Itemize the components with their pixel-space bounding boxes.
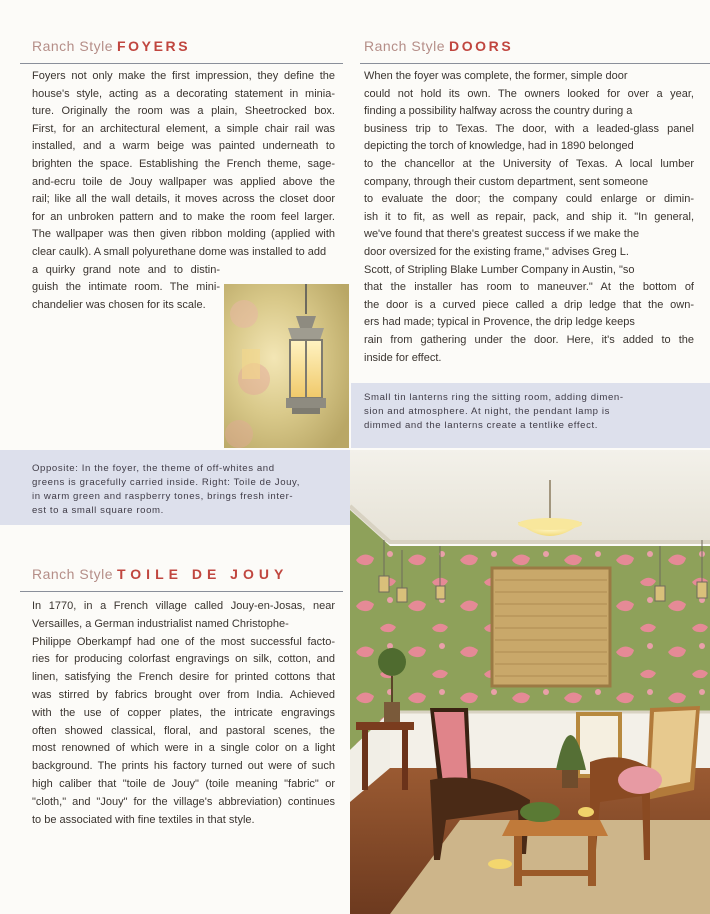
caption-line: Opposite: In the foyer, the theme of off-whites and bbox=[32, 463, 275, 474]
text-line: for an unbroken pattern and to make the room feel larger. bbox=[32, 210, 335, 223]
foyers-rule bbox=[20, 63, 343, 64]
foyers-heading-prefix: Ranch Style bbox=[32, 38, 113, 54]
text-line: ish it to fit, as well as repair, pack, and ship it. "In general, bbox=[364, 210, 694, 223]
text-line: The wallpaper was then given ribbon molding (applied with bbox=[32, 228, 335, 241]
text-line: that the installer has room to maneuver." At the bottom of bbox=[364, 281, 694, 294]
text-line: and-ecru toile de Jouy wallpaper was applied above the bbox=[32, 175, 335, 188]
caption-line: est to a small square room. bbox=[32, 505, 164, 516]
text-line: to evaluate the door; the company could enlarge or dimin- bbox=[364, 193, 694, 206]
text-line: finding a possibility halfway across the country during a bbox=[364, 105, 633, 118]
text-line: brighten the space. Establishing the French theme, sage- bbox=[32, 157, 335, 170]
text-line: was stirred by fabrics brought over from India. Achieved bbox=[32, 688, 335, 701]
text-line: background. The prints his factory turned out were of such bbox=[32, 760, 335, 773]
caption-line: in warm green and raspberry tones, brings fresh inter- bbox=[32, 491, 294, 502]
sitting-room-photo bbox=[350, 450, 710, 914]
text-line: the door is a curved piece called a drip ledge that the own- bbox=[364, 298, 694, 311]
text-line: with the use of copper plates, the intricate engravings bbox=[32, 706, 335, 719]
text-line: rail; like all the wall details, it moves across the closet door bbox=[32, 193, 335, 206]
text-line: rain from gathering under the door. Here, it's added to the bbox=[364, 333, 694, 346]
text-line: house's style, acting as a decorating statement in minia- bbox=[32, 87, 335, 100]
text-line: Scott, of Stripling Blake Lumber Company in Austin, "so bbox=[364, 263, 635, 276]
toile-heading-prefix: Ranch Style bbox=[32, 566, 113, 582]
text-line: clear caulk). A small polyurethane dome was installed to add bbox=[32, 245, 327, 258]
caption-line: dimmed and the lanterns create a tentlike effect. bbox=[364, 420, 599, 431]
text-line: could not hold its own. The owners looked for over a year, bbox=[364, 87, 694, 100]
foyers-body bbox=[32, 68, 335, 314]
text-line: inside for effect. bbox=[364, 351, 442, 364]
text-line: Foyers not only make the first impression, they define the bbox=[32, 70, 335, 82]
doors-heading-title: DOORS bbox=[448, 38, 514, 54]
text-line: guish the intimate room. The mini- bbox=[32, 281, 220, 294]
text-line: ture. Originally the room was a plain, Sheetrocked box. bbox=[32, 105, 335, 118]
text-line: high caliber that "toile de Jouy" (toile meaning "fabric" or bbox=[32, 777, 335, 790]
text-line: company, through their custom department, sent someone bbox=[364, 175, 649, 188]
text-line: When the foyer was complete, the former, simple door bbox=[364, 70, 628, 82]
caption-line: Small tin lanterns ring the sitting room, adding dimen- bbox=[364, 392, 624, 403]
foyer-caption bbox=[32, 462, 300, 518]
toile-heading bbox=[32, 566, 288, 582]
text-line: In 1770, in a French village called Jouy-en-Josas, near bbox=[32, 600, 335, 612]
text-line: we've found that there's greatest success if we make the bbox=[364, 228, 640, 241]
doors-rule bbox=[360, 63, 710, 64]
text-line: door oversized for the existing frame," advises Greg L. bbox=[364, 245, 629, 258]
text-line: Philippe Oberkampf had one of the most successful facto- bbox=[32, 635, 335, 648]
text-line: to be associated with fine textiles in that style. bbox=[32, 813, 255, 826]
text-line: Versailles, a German industrialist named Christophe- bbox=[32, 617, 289, 630]
text-line: a quirky grand note and to distin- bbox=[32, 263, 220, 276]
foyers-heading-title: FOYERS bbox=[116, 38, 191, 54]
text-line: linen, satisfying the French desire for printed cottons that bbox=[32, 671, 335, 684]
text-line: most renowned of which were in a single color on a light bbox=[32, 742, 335, 755]
text-line: business trip to Texas. The door, with a leaded-glass panel bbox=[364, 122, 694, 135]
lantern-photo bbox=[224, 284, 349, 448]
lantern-caption bbox=[364, 391, 624, 433]
text-line: chandelier was chosen for its scale. bbox=[32, 298, 206, 311]
caption-line: greens is gracefully carried inside. Right: Toile de Jouy, bbox=[32, 477, 301, 488]
text-line: "cloth," and "Jouy" for the village's abbreviation) continues bbox=[32, 795, 335, 808]
caption-line: sion and atmosphere. At night, the pendant lamp is bbox=[364, 406, 610, 417]
text-line: often showed classical, floral, and pastoral scenes, the bbox=[32, 724, 335, 737]
doors-heading bbox=[364, 38, 513, 54]
toile-body bbox=[32, 598, 335, 829]
text-line: installed, and a warm beige was painted underneath to bbox=[32, 140, 335, 153]
doors-heading-prefix: Ranch Style bbox=[364, 38, 445, 54]
doors-body bbox=[364, 68, 694, 367]
foyers-heading bbox=[32, 38, 190, 54]
toile-rule bbox=[20, 591, 343, 592]
text-line: First, for an architectural element, a simple chair rail was bbox=[32, 122, 335, 135]
toile-heading-title: TOILE DE JOUY bbox=[116, 566, 289, 582]
text-line: ries for producing colorfast engravings on silk, cotton, and bbox=[32, 653, 335, 666]
text-line: ers had made; typical in Provence, the drip ledge keeps bbox=[364, 316, 635, 329]
text-line: to the chancellor at the University of Texas. A local lumber bbox=[364, 157, 694, 170]
text-line: depicting the torch of knowledge, had in 1890 belonged bbox=[364, 140, 634, 153]
